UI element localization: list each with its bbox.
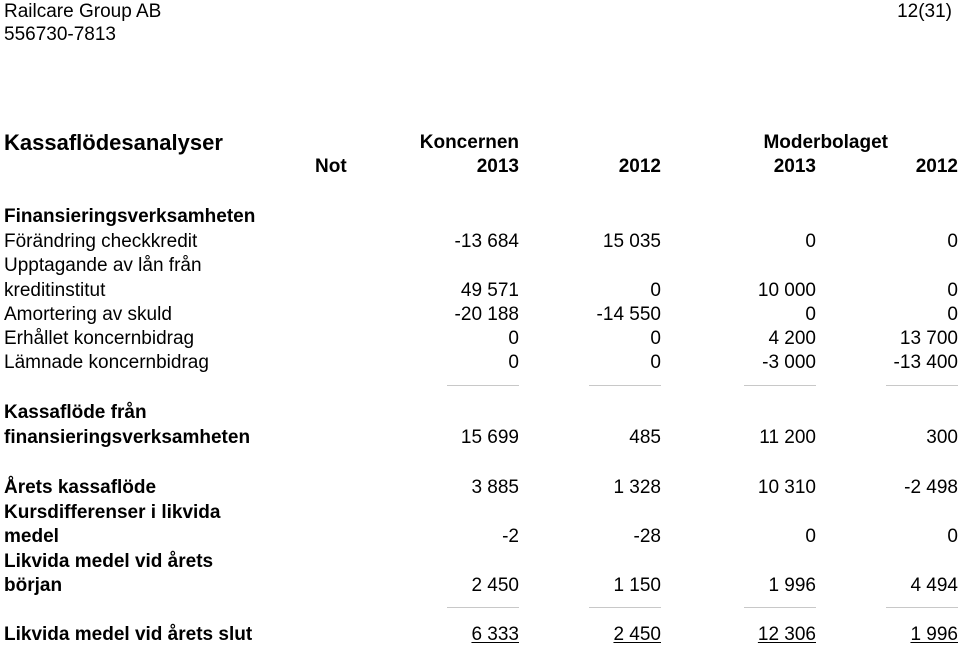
parent-header: Moderbolaget <box>763 132 888 153</box>
summary-value: 3 885 <box>471 477 519 498</box>
cell-value: 0 <box>508 328 519 349</box>
cell-value: 0 <box>947 231 958 252</box>
cell-value: 10 000 <box>757 280 816 301</box>
cell-value: 0 <box>650 328 661 349</box>
summary-value: 1 996 <box>768 575 816 596</box>
summary-value: 300 <box>926 427 958 448</box>
year-header-group-2013: 2013 <box>476 156 519 177</box>
subtotal-rule <box>589 385 661 386</box>
summary-value: 0 <box>947 526 958 547</box>
subtotal-rule <box>744 385 816 386</box>
cell-value: 0 <box>947 280 958 301</box>
year-header-parent-2013: 2013 <box>773 156 816 177</box>
note-header: Not <box>315 156 347 177</box>
page-title: Kassaflödesanalyser <box>4 130 223 155</box>
summary-label: Kursdifferenser i likvida <box>4 502 221 523</box>
row-label: Förändring checkkredit <box>4 231 198 252</box>
summary-value: 4 494 <box>910 575 958 596</box>
cell-value: -20 188 <box>454 304 519 325</box>
summary-value: 1 150 <box>613 575 661 596</box>
cell-value: 0 <box>650 280 661 301</box>
cell-value: 0 <box>508 352 519 373</box>
row-label: Erhållet koncernbidrag <box>4 328 195 349</box>
cell-value: 13 700 <box>899 328 958 349</box>
total-value: 6 333 <box>471 624 519 645</box>
company-name: Railcare Group AB <box>4 1 162 22</box>
summary-value: -2 498 <box>904 477 958 498</box>
summary-label: början <box>4 575 63 596</box>
summary-value: 15 699 <box>460 427 519 448</box>
summary-label: Likvida medel vid årets <box>4 551 214 572</box>
cell-value: -14 550 <box>596 304 661 325</box>
total-rule <box>744 607 816 608</box>
cell-value: 0 <box>947 304 958 325</box>
total-rule <box>886 607 958 608</box>
cell-value: -13 684 <box>454 231 519 252</box>
summary-value: 11 200 <box>759 427 816 448</box>
cell-value: 0 <box>805 231 816 252</box>
row-label: Lämnade koncernbidrag <box>4 352 209 373</box>
subtotal-rule <box>886 385 958 386</box>
total-value: 2 450 <box>613 624 661 645</box>
total-value: 1 996 <box>910 624 958 645</box>
subtotal-rule <box>447 385 519 386</box>
row-label: Amortering av skuld <box>4 304 172 325</box>
total-value: 12 306 <box>757 624 816 645</box>
summary-label: medel <box>4 526 59 547</box>
summary-label: finansieringsverksamheten <box>4 427 251 448</box>
page-number: 12(31) <box>897 1 952 22</box>
summary-value: 0 <box>805 526 816 547</box>
summary-value: 2 450 <box>471 575 519 596</box>
org-number: 556730-7813 <box>4 24 116 45</box>
row-label: kreditinstitut <box>4 280 106 301</box>
cell-value: -3 000 <box>762 352 816 373</box>
row-label: Upptagande av lån från <box>4 255 202 276</box>
cell-value: 49 571 <box>460 280 519 301</box>
total-rule <box>447 607 519 608</box>
cell-value: 4 200 <box>768 328 816 349</box>
cell-value: -13 400 <box>893 352 958 373</box>
summary-label: Kassaflöde från <box>4 402 147 423</box>
cell-value: 0 <box>805 304 816 325</box>
cell-value: 15 035 <box>602 231 661 252</box>
summary-value: 485 <box>629 427 661 448</box>
summary-value: -2 <box>502 526 519 547</box>
year-header-group-2012: 2012 <box>618 156 661 177</box>
group-header: Koncernen <box>419 132 519 153</box>
summary-label: Årets kassaflöde <box>4 477 157 498</box>
summary-value: 1 328 <box>613 477 661 498</box>
year-header-parent-2012: 2012 <box>915 156 958 177</box>
section-title: Finansieringsverksamheten <box>4 206 256 227</box>
summary-value: -28 <box>633 526 661 547</box>
summary-value: 10 310 <box>757 477 816 498</box>
total-rule <box>589 607 661 608</box>
cell-value: 0 <box>650 352 661 373</box>
total-label: Likvida medel vid årets slut <box>4 624 253 645</box>
